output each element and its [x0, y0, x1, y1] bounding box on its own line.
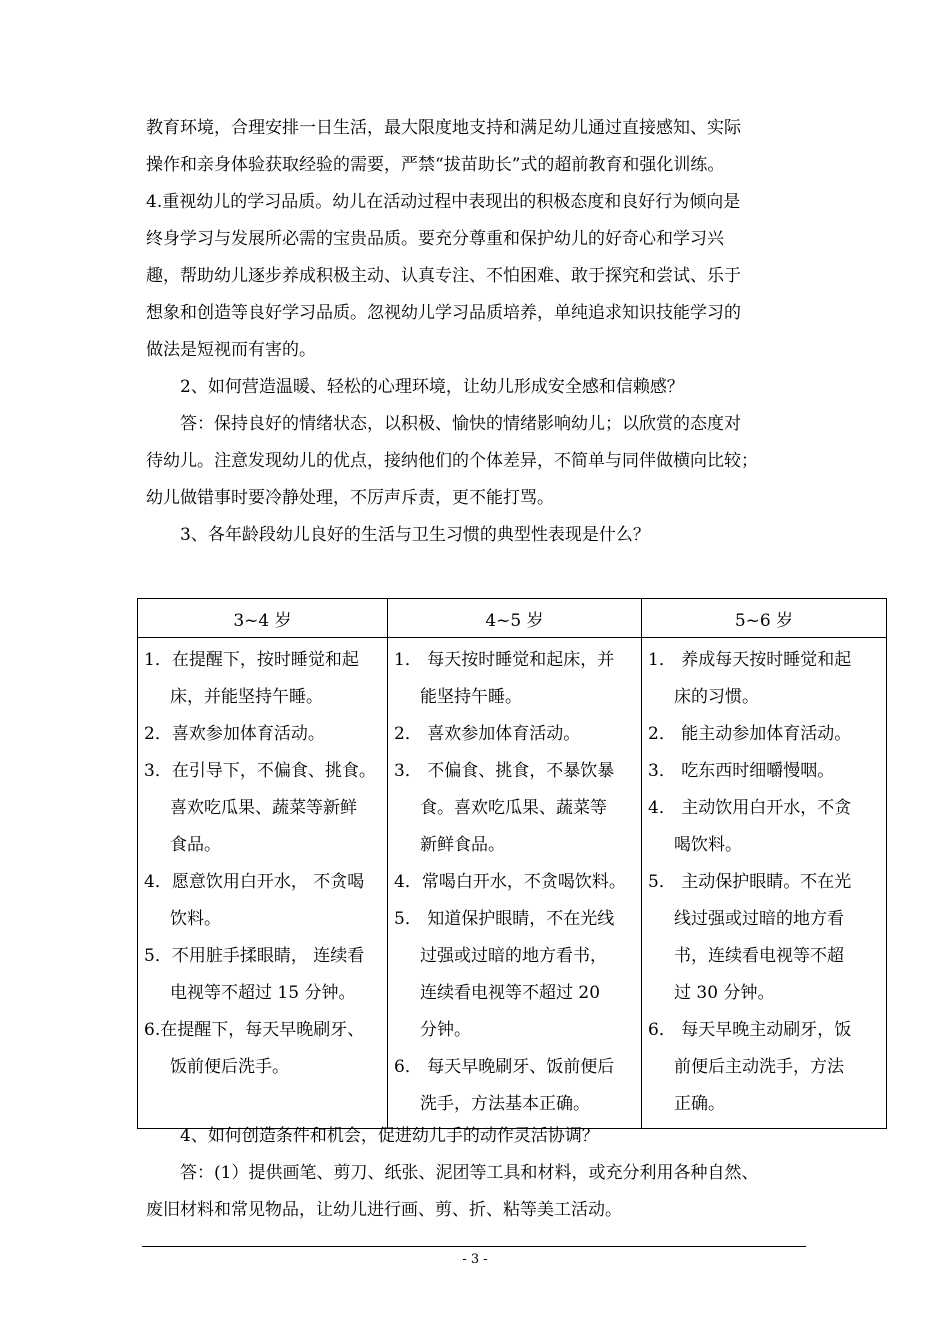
habit-item-line: 3． 不偏食、挑食，不暴饮暴: [394, 761, 615, 781]
habit-item: [642, 642, 886, 716]
habit-item-line: 4．愿意饮用白开水， 不贪喝: [144, 872, 365, 892]
answer-2-line: 幼儿做错事时要冷静处理，不厉声斥责，更不能打骂。: [146, 488, 554, 508]
answer-4-line: 废旧材料和常见物品，让幼儿进行画、剪、折、粘等美工活动。: [146, 1200, 622, 1220]
habit-item: [388, 901, 641, 1049]
habit-item-line: 3．在引导下，不偏食、挑食。: [144, 761, 376, 781]
habit-item-line: 床的习惯。: [674, 687, 759, 707]
body-line: 教育环境，合理安排一日生活，最大限度地支持和满足幼儿通过直接感知、实际: [146, 118, 741, 138]
habit-item-line: 4． 主动饮用白开水，不贪: [648, 798, 852, 818]
habit-item-line: 线过强或过暗的地方看: [674, 909, 844, 929]
question-3: 3、各年龄段幼儿良好的生活与卫生习惯的典型性表现是什么？: [180, 525, 650, 545]
habit-item-line: 电视等不超过 15 分钟。: [170, 983, 356, 1003]
footer-rule: [142, 1246, 806, 1247]
habit-item: [138, 753, 387, 864]
body-line: 想象和创造等良好学习品质。忽视幼儿学习品质培养，单纯追求知识技能学习的: [146, 303, 741, 323]
habit-item-line: 5． 知道保护眼睛，不在光线: [394, 909, 615, 929]
habit-item-line: 分钟。: [420, 1020, 471, 1040]
habit-item-line: 5．不用脏手揉眼睛， 连续看: [144, 946, 365, 966]
habit-item: [642, 864, 886, 1012]
body-line: 做法是短视而有害的。: [146, 340, 316, 360]
habit-list-4-5: [388, 638, 641, 1123]
habit-item: [138, 938, 387, 1012]
habit-item-line: 喝饮料。: [674, 835, 742, 855]
habit-item-line: 5． 主动保护眼睛。不在光: [648, 872, 852, 892]
habit-item-line: 4．常喝白开水，不贪喝饮料。: [394, 872, 626, 892]
habit-item: [388, 642, 641, 716]
habit-item-line: 1．在提醒下，按时睡觉和起: [144, 650, 359, 670]
habit-item-line: 2． 喜欢参加体育活动。: [394, 724, 581, 744]
habit-item: [388, 753, 641, 864]
habit-item: [642, 790, 886, 864]
habit-item: [642, 753, 886, 790]
habit-item: [642, 716, 886, 753]
habit-item-line: 正确。: [674, 1094, 725, 1114]
answer-2-line: 待幼儿。注意发现幼儿的优点，接纳他们的个体差异，不简单与同伴做横向比较；: [146, 451, 758, 471]
habit-item-line: 喜欢吃瓜果、蔬菜等新鲜: [170, 798, 357, 818]
habit-item-line: 饮料。: [170, 909, 221, 929]
habit-item-line: 书，连续看电视等不超: [674, 946, 844, 966]
habit-list-3-4: [138, 638, 387, 1086]
question-4: 4、如何创造条件和机会，促进幼儿手的动作灵活协调？: [180, 1126, 599, 1146]
habit-item-line: 饭前便后洗手。: [170, 1057, 289, 1077]
answer-2-line: 答：保持良好的情绪状态，以积极、愉快的情绪影响幼儿；以欣赏的态度对: [180, 414, 741, 434]
habit-item-line: 床，并能坚持午睡。: [170, 687, 323, 707]
habit-item: [642, 1012, 886, 1123]
habit-list-5-6: [642, 638, 886, 1123]
habit-item-line: 2．喜欢参加体育活动。: [144, 724, 325, 744]
question-2: 2、如何营造温暖、轻松的心理环境，让幼儿形成安全感和信赖感？: [180, 377, 684, 397]
habit-item-line: 6.在提醒下，每天早晚刷牙、: [144, 1020, 365, 1040]
body-line: 操作和亲身体验获取经验的需要，严禁“拔苗助长”式的超前教育和强化训练。: [146, 155, 725, 175]
table-body-row: [138, 638, 887, 1129]
header-age-5-6: 5~6 岁: [642, 599, 887, 638]
habit-item: [138, 716, 387, 753]
cell-age-4-5: [388, 638, 642, 1129]
habit-item: [388, 716, 641, 753]
habit-item-line: 前便后主动洗手，方法: [674, 1057, 844, 1077]
habit-item-line: 连续看电视等不超过 20: [420, 983, 601, 1003]
habit-item-line: 过 30 分钟。: [674, 983, 775, 1003]
habit-item-line: 食。喜欢吃瓜果、蔬菜等: [420, 798, 607, 818]
habit-item-line: 食品。: [170, 835, 221, 855]
cell-age-5-6: [642, 638, 887, 1129]
habit-item-line: 新鲜食品。: [420, 835, 505, 855]
table-header-row: [138, 599, 887, 638]
habit-item: [138, 864, 387, 938]
answer-4-line: 答：(1）提供画笔、剪刀、纸张、泥团等工具和材料，或充分利用各种自然、: [180, 1163, 759, 1183]
habit-item-line: 1． 每天按时睡觉和起床，并: [394, 650, 615, 670]
body-line: 终身学习与发展所必需的宝贵品质。要充分尊重和保护幼儿的好奇心和学习兴: [146, 229, 724, 249]
page-number: - 3 -: [462, 1252, 488, 1267]
cell-age-3-4: [138, 638, 388, 1129]
body-line: 4.重视幼儿的学习品质。幼儿在活动过程中表现出的积极态度和良好行为倾向是: [146, 192, 741, 212]
habit-item-line: 能坚持午睡。: [420, 687, 522, 707]
habit-item: [388, 864, 641, 901]
body-line: 趣，帮助幼儿逐步养成积极主动、认真专注、不怕困难、敢于探究和尝试、乐于: [146, 266, 741, 286]
habit-item-line: 1． 养成每天按时睡觉和起: [648, 650, 852, 670]
habit-item-line: 3． 吃东西时细嚼慢咽。: [648, 761, 835, 781]
habit-item-line: 2． 能主动参加体育活动。: [648, 724, 852, 744]
habit-item-line: 过强或过暗的地方看书，: [420, 946, 607, 966]
header-age-3-4: 3~4 岁: [138, 599, 388, 638]
habit-item-line: 6． 每天早晚主动刷牙，饭: [648, 1020, 852, 1040]
habit-item: [138, 642, 387, 716]
habits-table: [137, 598, 887, 1129]
habit-item: [138, 1012, 387, 1086]
habit-item: [388, 1049, 641, 1123]
habit-item-line: 6． 每天早晚刷牙、饭前便后: [394, 1057, 615, 1077]
header-age-4-5: 4~5 岁: [388, 599, 642, 638]
habit-item-line: 洗手，方法基本正确。: [420, 1094, 590, 1114]
